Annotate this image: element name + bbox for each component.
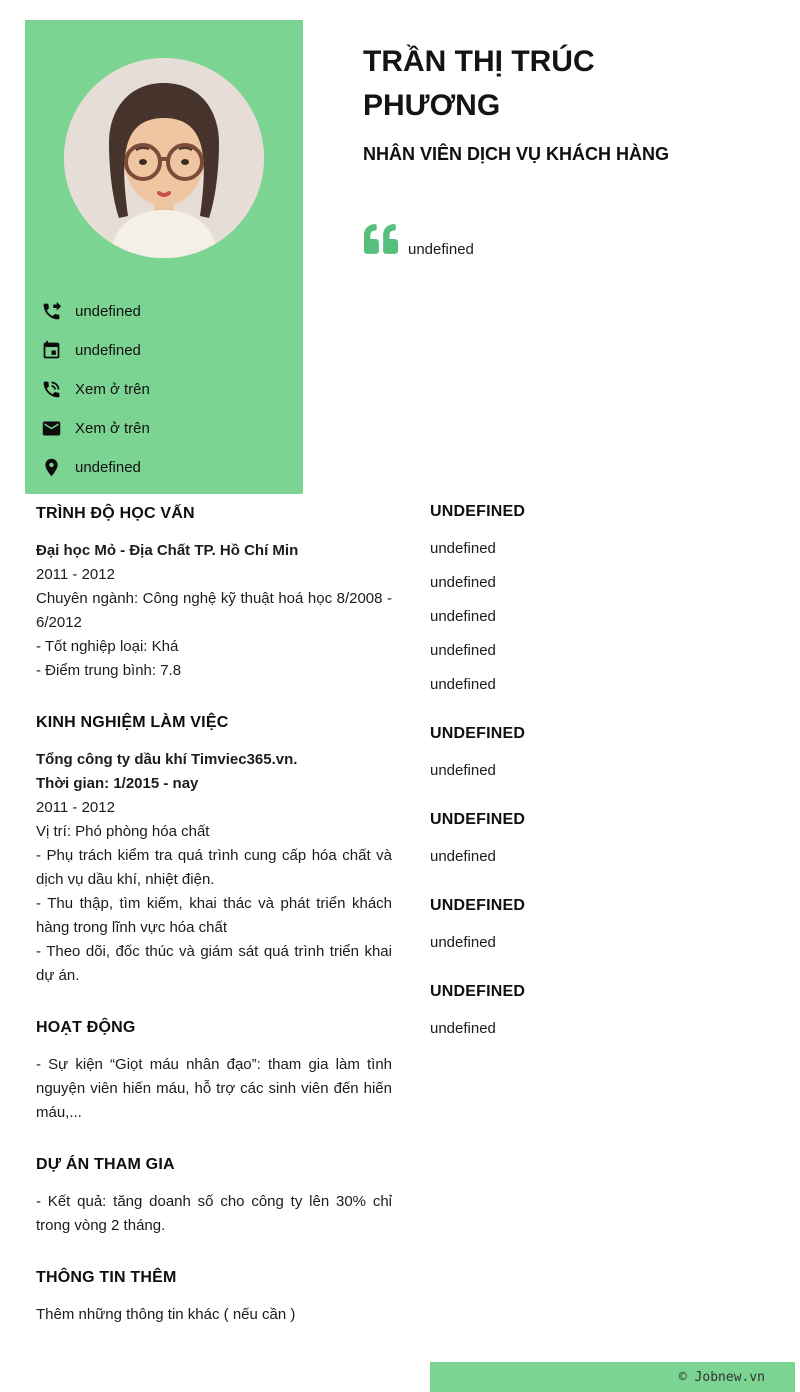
text-line: - Theo dõi, đốc thúc và giám sát quá trình triển khai dự án. bbox=[36, 943, 392, 984]
list-item: undefined bbox=[430, 934, 496, 951]
text-line: 2011 - 2012 bbox=[36, 566, 115, 583]
text-line: - Sự kiện “Giọt máu nhân đạo”: tham gia làm tình nguyện viên hiến máu, hỗ trợ các sinh viên đến hiến máu,... bbox=[36, 1056, 392, 1121]
profile-photo bbox=[64, 58, 264, 258]
phone-icon bbox=[40, 379, 62, 401]
sidebar-panel bbox=[25, 20, 303, 494]
text-line: Đại học Mỏ - Địa Chất TP. Hồ Chí Min bbox=[36, 542, 299, 559]
list-item: undefined bbox=[430, 848, 496, 865]
section-title: UNDEFINED bbox=[430, 503, 526, 520]
text-line: 2011 - 2012 bbox=[36, 799, 115, 816]
contact-label: undefined bbox=[75, 459, 141, 476]
quote-icon bbox=[360, 222, 402, 261]
section-title: UNDEFINED bbox=[430, 725, 526, 742]
text-line: - Thu thập, tìm kiếm, khai thác và phát triển khách hàng trong lĩnh vực hóa chất bbox=[36, 895, 392, 936]
footer-credit: © Jobnew.vn bbox=[678, 1369, 765, 1385]
right-column bbox=[430, 503, 775, 1069]
section-experience bbox=[36, 714, 392, 988]
section-undefined-2 bbox=[430, 725, 775, 783]
email-icon bbox=[40, 418, 62, 440]
header bbox=[363, 40, 773, 165]
section-title: THÔNG TIN THÊM bbox=[36, 1269, 177, 1286]
text-line: - Kết quả: tăng doanh số cho công ty lên 30% chỉ trong vòng 2 tháng. bbox=[36, 1193, 392, 1234]
list-item: undefined bbox=[430, 762, 496, 779]
text-line: - Tốt nghiệp loại: Khá bbox=[36, 638, 179, 655]
job-title: NHÂN VIÊN DỊCH VỤ KHÁCH HÀNG bbox=[363, 144, 670, 164]
section-undefined-3 bbox=[430, 811, 775, 869]
section-title: UNDEFINED bbox=[430, 983, 526, 1000]
calendar-icon bbox=[40, 340, 62, 362]
text-line: Chuyên ngành: Công nghệ kỹ thuật hoá học 8/2008 - 6/2012 bbox=[36, 590, 392, 631]
footer-bar bbox=[430, 1362, 795, 1392]
section-title: UNDEFINED bbox=[430, 811, 526, 828]
contact-row bbox=[40, 292, 295, 331]
contact-label: undefined bbox=[75, 303, 141, 320]
contact-row bbox=[40, 409, 295, 448]
contact-row bbox=[40, 331, 295, 370]
contact-label: undefined bbox=[75, 342, 141, 359]
candidate-name: TRẦN THỊ TRÚC PHƯƠNG bbox=[363, 45, 595, 122]
section-activities bbox=[36, 1019, 392, 1125]
section-title: TRÌNH ĐỘ HỌC VẤN bbox=[36, 505, 195, 522]
quote-block bbox=[360, 222, 474, 261]
text-line: Vị trí: Phó phòng hóa chất bbox=[36, 823, 210, 840]
text-line: - Phụ trách kiểm tra quá trình cung cấp hóa chất và dịch vụ dầu khí, nhiệt điện. bbox=[36, 847, 392, 888]
text-line: Tổng công ty dầu khí Timviec365.vn. bbox=[36, 751, 298, 768]
contact-row bbox=[40, 370, 295, 409]
phone-call-icon bbox=[40, 301, 62, 323]
list-item: undefined bbox=[430, 608, 496, 625]
section-additional-info bbox=[36, 1269, 392, 1327]
list-item: undefined bbox=[430, 574, 496, 591]
section-undefined-1 bbox=[430, 503, 775, 697]
avatar bbox=[64, 58, 264, 258]
text-line: Thêm những thông tin khác ( nếu cần ) bbox=[36, 1306, 296, 1323]
section-education bbox=[36, 505, 392, 683]
text-line: Thời gian: 1/2015 - nay bbox=[36, 775, 199, 792]
quote-text: undefined bbox=[408, 241, 474, 258]
section-undefined-5 bbox=[430, 983, 775, 1041]
list-item: undefined bbox=[430, 540, 496, 557]
list-item: undefined bbox=[430, 642, 496, 659]
contact-label: Xem ở trên bbox=[75, 420, 150, 437]
section-projects bbox=[36, 1156, 392, 1238]
location-icon bbox=[40, 457, 62, 479]
section-title: DỰ ÁN THAM GIA bbox=[36, 1156, 175, 1173]
section-title: HOẠT ĐỘNG bbox=[36, 1019, 136, 1036]
contact-row bbox=[40, 448, 295, 487]
section-undefined-4 bbox=[430, 897, 775, 955]
contact-list bbox=[40, 292, 295, 487]
section-title: KINH NGHIỆM LÀM VIỆC bbox=[36, 714, 229, 731]
left-column bbox=[36, 505, 392, 1358]
list-item: undefined bbox=[430, 1020, 496, 1037]
list-item: undefined bbox=[430, 676, 496, 693]
contact-label: Xem ở trên bbox=[75, 381, 150, 398]
text-line: - Điểm trung bình: 7.8 bbox=[36, 662, 182, 679]
section-title: UNDEFINED bbox=[430, 897, 526, 914]
